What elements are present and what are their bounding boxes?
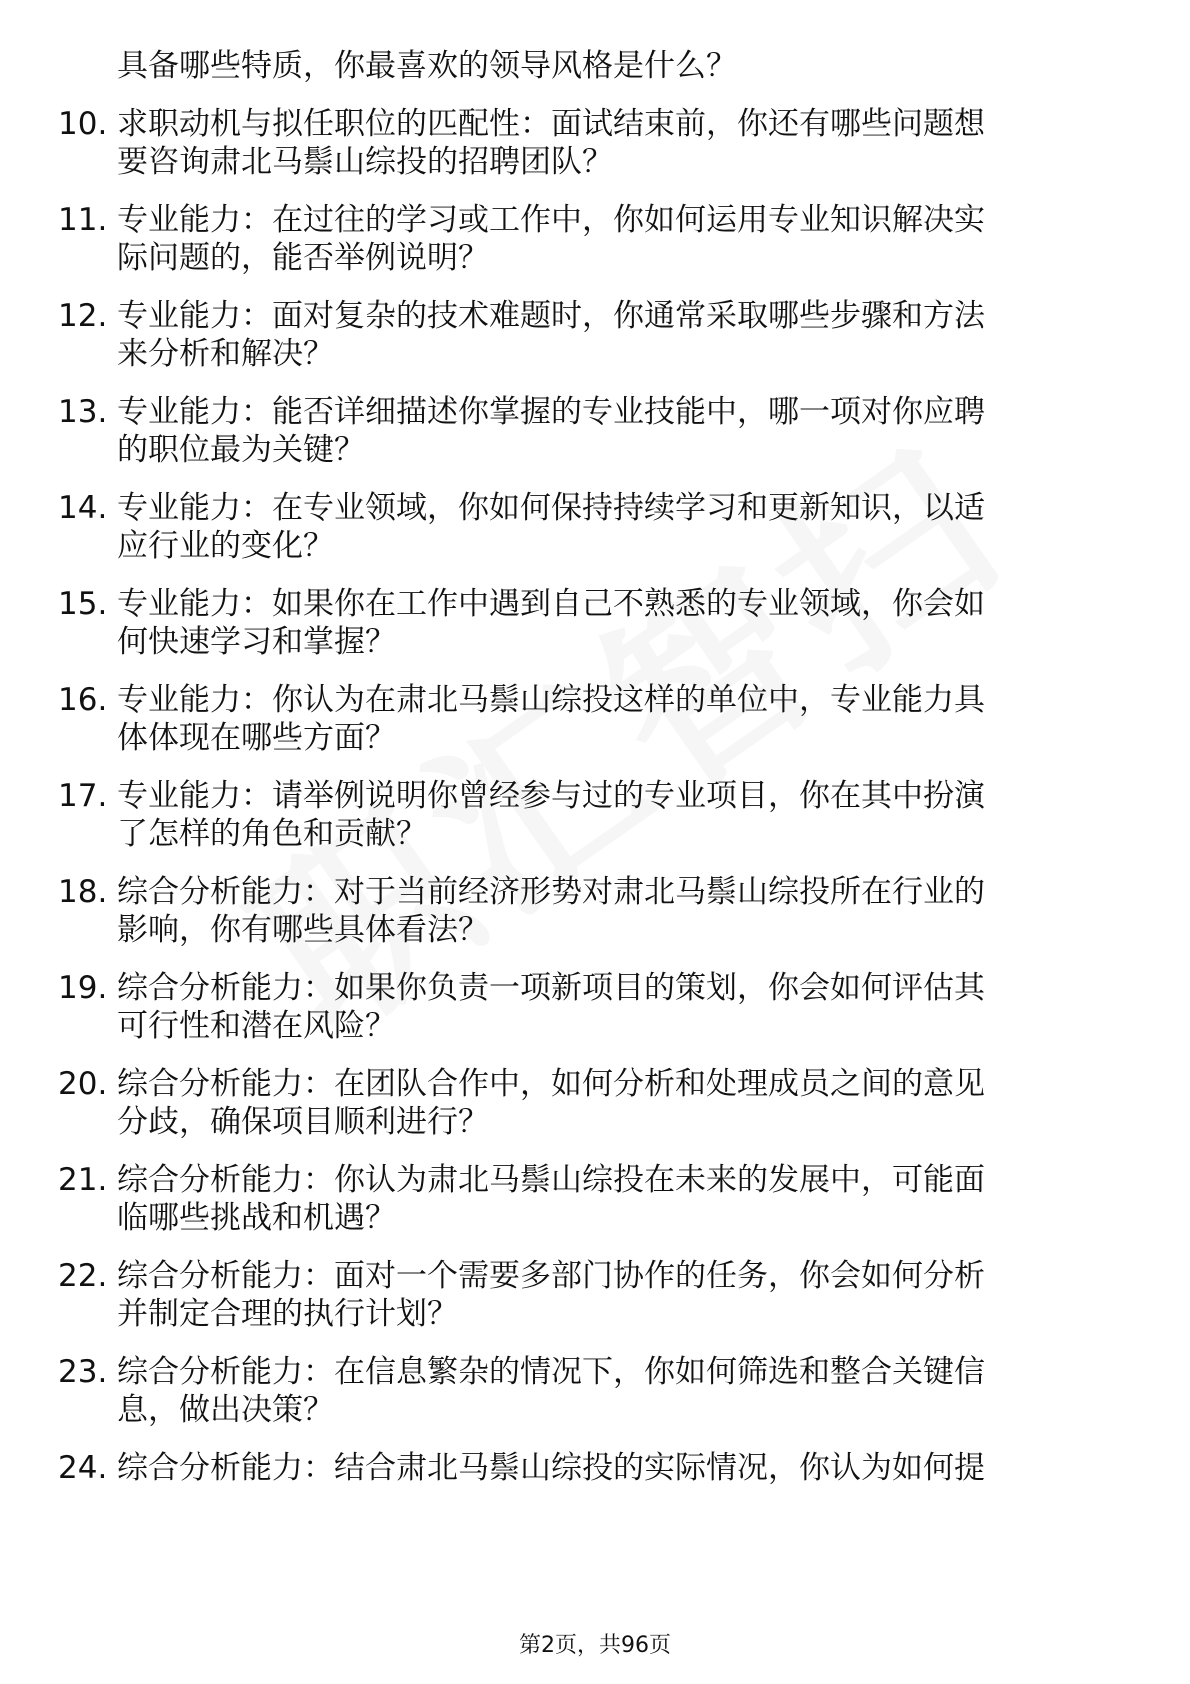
item-number: 16. [58,682,108,718]
item-number: 15. [58,586,108,622]
page-footer: 第2页，共96页 [519,1633,671,1658]
item-number: 17. [58,778,108,814]
item-text-line: 专业能力：如果你在工作中遇到自己不熟悉的专业领域，你会如 [117,586,985,622]
item-text-line: 分歧，确保项目顺利进行？ [117,1104,489,1140]
item-number: 22. [58,1258,108,1294]
item-text-line: 综合分析能力：对于当前经济形势对肃北马鬃山综投所在行业的 [117,874,985,910]
item-text-line: 综合分析能力：如果你负责一项新项目的策划，你会如何评估其 [117,970,985,1006]
item-text-line: 综合分析能力：在团队合作中，如何分析和处理成员之间的意见 [117,1066,985,1102]
item-number: 12. [58,298,108,334]
item-text-line: 要咨询肃北马鬃山综投的招聘团队？ [117,144,613,180]
item-number: 20. [58,1066,108,1102]
item-number: 13. [58,394,108,430]
item-number: 18. [58,874,108,910]
item-text-line: 并制定合理的执行计划？ [117,1296,458,1332]
item-text-line: 临哪些挑战和机遇？ [117,1200,396,1236]
item-number: 23. [58,1354,108,1390]
item-text-line: 际问题的，能否举例说明？ [117,240,489,276]
item-text-line: 综合分析能力：在信息繁杂的情况下，你如何筛选和整合关键信 [117,1354,985,1390]
item-text-line: 应行业的变化？ [117,528,334,564]
item-text-line: 专业能力：请举例说明你曾经参与过的专业项目，你在其中扮演 [117,778,985,814]
item-number: 14. [58,490,108,526]
item-text-line: 专业能力：能否详细描述你掌握的专业技能中，哪一项对你应聘 [117,394,985,430]
item-text-line: 息，做出决策？ [117,1392,334,1428]
item-text-line: 综合分析能力：面对一个需要多部门协作的任务，你会如何分析 [117,1258,985,1294]
item-number: 19. [58,970,108,1006]
item-text-line: 专业能力：面对复杂的技术难题时，你通常采取哪些步骤和方法 [117,298,985,334]
item-text-line: 求职动机与拟任职位的匹配性：面试结束前，你还有哪些问题想 [117,106,985,142]
item-text-line: 影响，你有哪些具体看法？ [117,912,489,948]
item-text-line: 综合分析能力：结合肃北马鬃山综投的实际情况，你认为如何提 [117,1450,985,1486]
item-text-line: 何快速学习和掌握？ [117,624,396,660]
item-text-line: 可行性和潜在风险？ [117,1008,396,1044]
item-text-line: 专业能力：在过往的学习或工作中，你如何运用专业知识解决实 [117,202,985,238]
item-text-line: 专业能力：在专业领域，你如何保持持续学习和更新知识，以适 [117,490,985,526]
item-text-line: 具备哪些特质，你最喜欢的领导风格是什么？ [117,48,737,84]
item-text-line: 体体现在哪些方面？ [117,720,396,756]
item-number: 11. [58,202,108,238]
item-text-line: 专业能力：你认为在肃北马鬃山综投这样的单位中，专业能力具 [117,682,985,718]
item-number: 24. [58,1450,108,1486]
item-number: 21. [58,1162,108,1198]
item-text-line: 来分析和解决？ [117,336,334,372]
item-text-line: 了怎样的角色和贡献？ [117,816,427,852]
item-text-line: 综合分析能力：你认为肃北马鬃山综投在未来的发展中，可能面 [117,1162,985,1198]
item-text-line: 的职位最为关键？ [117,432,365,468]
item-number: 10. [58,106,108,142]
